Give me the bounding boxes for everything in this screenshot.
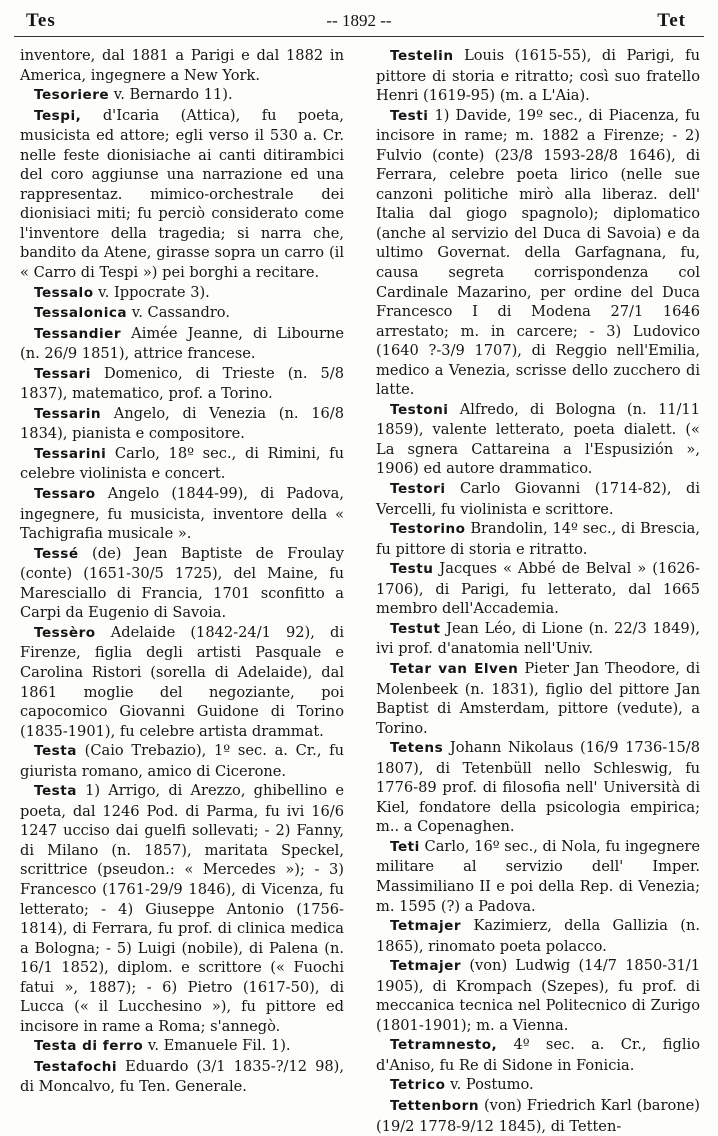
entry-headword: Testa di ferro (34, 1038, 144, 1055)
entry-text: Carlo, 16º sec., di Nola, fu ingegnere militare al servizio dell' Imper. Massimiliano II e poi della Rep. di Venezia; m. 1595 (?) a Padova. (376, 837, 700, 915)
dictionary-entry (20, 46, 344, 85)
dictionary-entry (376, 956, 700, 1035)
entry-text: Jacques « Abbé de Belval » (1626-1706), di Parigi, fu letterato, dal 1665 membro dell'Accademia. (376, 560, 700, 618)
entry-headword: Tessé (34, 545, 79, 562)
dictionary-entry (20, 404, 344, 444)
entry-headword: Tetrico (390, 1077, 446, 1094)
entry-text: Adelaide (1842-24/1 92), di Firenze, figlia degli artisti Pasquale e Carolina Ristori (sorella di Adelaide), dal 1861 moglie del negoziante, poi capocomico Giovanni Guidone di Torino (1835-1901), fu celebre artista drammat. (20, 623, 344, 740)
left-column (20, 46, 344, 1097)
page-header (14, 8, 704, 38)
entry-text: Carlo Giovanni (1714-82), di Vercelli, fu violinista e scrittore. (376, 480, 700, 518)
dictionary-entry (20, 364, 344, 404)
header-rule (14, 36, 704, 37)
dictionary-entry (20, 303, 344, 324)
dictionary-entry (376, 1096, 700, 1136)
entry-text: Angelo (1844-99), di Padova, ingegnere, fu musicista, inventore della « Tachigrafia musicale ». (20, 485, 344, 543)
entry-text: Johann Nikolaus (16/9 1736-15/8 1807), di Tetenbüll nello Schleswig, fu 1776-89 prof. di filosofia nell' Università di Kiel, fondatore della psicologia empirica; m.. a Copenaghen. (376, 739, 700, 836)
entry-text: Louis (1615-55), di Parigi, fu pittore di storia e ritratto; così suo fratello Henri (1619-95) (m. a L'Aia). (376, 47, 700, 105)
entry-headword: Tetar van Elven (390, 660, 519, 677)
entry-headword: Testorino (390, 521, 466, 538)
entry-text: Alfredo, di Bologna (n. 11/11 1859), valente letterato, poeta dialett. (« La sgnera Cattareina a l'Espusizión », 1906) ed autore drammatico. (376, 400, 700, 478)
entry-text: Aimée Jeanne, di Libourne (n. 26/9 1851), attrice francese. (20, 324, 344, 363)
dictionary-entry (376, 1075, 700, 1096)
dictionary-entry (376, 400, 700, 479)
entry-headword: Tetmajer (390, 958, 462, 975)
entry-text: v. Ippocrate 3). (93, 283, 210, 301)
entry-text: v. Postumo. (445, 1076, 534, 1094)
entry-text: Brandolin, 14º sec., di Brescia, fu pittore di storia e ritratto. (376, 520, 700, 558)
entry-headword: Tessalo (34, 284, 94, 301)
entry-headword: Tespi, (34, 107, 82, 124)
dictionary-entry (376, 559, 700, 619)
entry-headword: Tessandier (34, 325, 122, 342)
dictionary-entry (20, 1036, 344, 1057)
dictionary-entry (376, 738, 700, 837)
entry-text: v. Bernardo 11). (109, 86, 233, 104)
dictionary-entry (376, 837, 700, 916)
dictionary-entry (376, 106, 700, 400)
entry-headword: Testi (390, 107, 429, 124)
entry-text: Angelo, di Venezia (n. 16/8 1834), pianista e compositore. (20, 404, 344, 443)
entry-headword: Tetramnesto, (390, 1037, 498, 1054)
entry-headword: Testori (390, 481, 446, 498)
entry-headword: Tesoriere (34, 87, 110, 104)
header-left-guideword: Tes (26, 10, 56, 31)
entry-text: Kazimierz, della Gallizia (n. 1865), rinomato poeta polacco. (376, 917, 700, 955)
entry-text: v. Cassandro. (127, 304, 230, 322)
page-number: -- 1892 -- (326, 11, 392, 30)
right-column (376, 46, 700, 1136)
entry-headword: Testoni (390, 401, 449, 418)
dictionary-entry (20, 741, 344, 781)
dictionary-entry (376, 479, 700, 519)
dictionary-entry (376, 519, 700, 559)
entry-headword: Testut (390, 620, 441, 637)
dictionary-entry (20, 444, 344, 484)
entry-text: (de) Jean Baptiste de Froulay (conte) (1651-30/5 1725), del Maine, fu Maresciallo di Francia, 1701 sconfitto a Carpi da Eugenio di Savoia. (20, 544, 344, 622)
entry-text: (Caio Trebazio), 1º sec. a. Cr., fu giurista romano, amico di Cicerone. (20, 742, 344, 780)
entry-text: 1) Davide, 19º sec., di Piacenza, fu incisore in rame; m. 1882 a Firenze; - 2) Fulvio (conte) (23/8 1593-28/8 1646), di Ferrara, celebre poeta lirico (nelle sue canzoni politiche mirò alla liberaz. dell' Italia dal giogo spagnolo); diplomatico (anche al servizio del Duca di Savoia) e da ultimo Governat. della Garfagnana, fu, causa segreta corrispondenza col Cardinale Mazarino, per ordine del Duca Francesco I di Modena 27/1 1646 arrestato; m. in carcere; - 3) Ludovico (1640 ?-3/9 1707), di Reggio nell'Emilia, medico a Venezia, scrisse dello zucchero di latte. (376, 106, 700, 399)
entry-headword: Testa (34, 743, 77, 760)
entry-headword: Testelin (390, 48, 454, 64)
dictionary-entry (20, 324, 344, 364)
entry-headword: Testu (390, 561, 434, 578)
dictionary-entry (376, 916, 700, 956)
entry-headword: Tessalonica (34, 305, 128, 322)
entry-headword: Tetmajer (390, 918, 462, 935)
entry-text: Domenico, di Trieste (n. 5/8 1837), matematico, prof. a Torino. (20, 364, 344, 403)
entry-headword: Tettenborn (390, 1097, 480, 1114)
entry-headword: Tessarin (34, 405, 102, 422)
dictionary-entry (376, 619, 700, 659)
entry-headword: Tessaro (34, 486, 96, 503)
entry-headword: Tessarini (34, 445, 107, 462)
entry-text: v. Emanuele Fil. 1). (143, 1037, 291, 1055)
entry-text: 4º sec. a. Cr., figlio d'Aniso, fu Re di Sidone in Fonicia. (376, 1036, 700, 1074)
entry-text: Pieter Jan Theodore, di Molenbeek (n. 1831), figlio del pittore Jan Baptist di Amsterdam, pittore (vedute), a Torino. (376, 659, 700, 737)
dictionary-entry (20, 1057, 344, 1097)
entry-text: (von) Friedrich Karl (barone) (19/2 1778-9/12 1845), di Tetten- (376, 1096, 700, 1135)
dictionary-entry (20, 283, 344, 304)
dictionary-entry (20, 106, 344, 283)
entry-headword: Testafochi (34, 1058, 118, 1075)
entry-headword: Tessari (34, 365, 91, 382)
dictionary-entry (20, 484, 344, 544)
entry-text: (von) Ludwig (14/7 1850-31/1 1905), di Krompach (Szepes), fu prof. di meccanica tecnica nel Politecnico di Zurigo (1801-1901); m. a Vienna. (376, 957, 700, 1034)
entry-text: Carlo, 18º sec., di Rimini, fu celebre violinista e concert. (20, 444, 344, 483)
dictionary-entry (376, 1035, 700, 1075)
dictionary-entry (20, 623, 344, 741)
dictionary-entry (20, 85, 344, 106)
header-right-guideword: Tet (657, 10, 686, 31)
entry-headword: Teti (390, 838, 420, 855)
entry-text: 1) Arrigo, di Arezzo, ghibellino e poeta, dal 1246 Pod. di Parma, fu ivi 16/6 1247 ucciso dai guelfi sollevati; - 2) Fanny, di Milano (n. 1857), maritata Speckel, scrittrice (pseudon.: « Mercedes »); - 3) Francesco (1761-29/9 1846), di Vicenza, fu letterato; - 4) Giuseppe Antonio (1756-1814), di Ferrara, fu prof. di clinica medica a Bologna; - 5) Luigi (nobile), di Palena (n. 16/1 1852), diplom. e scrittore (« Fuochi fatui », 1887); - 6) Pietro (1617-50), di Lucca (« il Lucchesino »), fu pittore ed incisore in rame a Roma; s'annegò. (20, 782, 344, 1035)
dictionary-entry (20, 544, 344, 623)
entry-text: d'Icaria (Attica), fu poeta, musicista ed attore; egli verso il 530 a. Cr. nelle feste dionisiache ai canti ditirambici del coro aggiunse una narrazione ed una rappresentaz. mimico-orchestrale dei dionisiaci miti; fu perciò considerato come l'inventore della tragedia; si narra che, bandito da Atene, girasse sopra un carro (il « Carro di Tespi ») pei borghi a recitare. (20, 106, 344, 282)
entry-headword: Tessèro (34, 624, 96, 641)
entry-headword: Testa (34, 783, 77, 800)
entry-text: Eduardo (3/1 1835-?/12 98), di Moncalvo, fu Ten. Generale. (20, 1057, 344, 1096)
dictionary-entry (20, 781, 344, 1036)
entry-text: inventore, dal 1881 a Parigi e dal 1882 in America, ingegnere a New York. (20, 47, 344, 84)
dictionary-entry (376, 659, 700, 738)
entry-headword: Tetens (390, 740, 444, 757)
dictionary-entry (376, 46, 700, 106)
entry-text: Jean Léo, di Lione (n. 22/3 1849), ivi prof. d'anatomia nell'Univ. (376, 619, 700, 658)
